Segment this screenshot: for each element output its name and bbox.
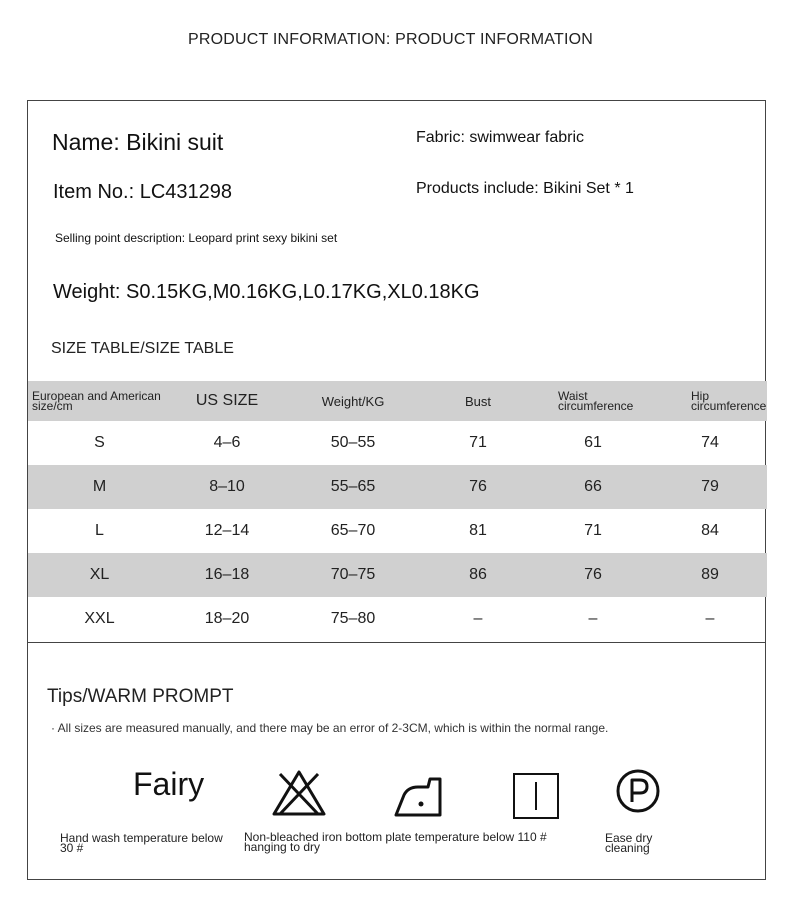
section-divider [28, 642, 765, 643]
table-cell: 81 [469, 522, 487, 539]
table-cell: – [588, 610, 598, 627]
fairy-wordmark-icon: Fairy [133, 766, 205, 802]
iron-icon [390, 773, 446, 819]
no-bleach-icon [270, 768, 328, 818]
hang-dry-icon [512, 772, 560, 820]
header-us-size: US SIZE [195, 392, 259, 409]
products-include: Products include: Bikini Set * 1 [416, 180, 634, 197]
item-number: Item No.: LC431298 [53, 181, 232, 203]
size-table [28, 381, 767, 641]
table-cell: 70–75 [330, 566, 376, 583]
table-cell: 16–18 [204, 566, 250, 583]
table-cell: 71 [469, 434, 487, 451]
dry-clean-label: Ease dry cleaning [605, 831, 653, 855]
table-cell: L [95, 522, 104, 539]
table-cell: S [94, 434, 105, 451]
table-cell: 65–70 [330, 522, 376, 539]
table-cell: 75–80 [330, 610, 376, 627]
table-row [28, 465, 767, 509]
table-cell: 76 [584, 566, 602, 583]
table-cell: M [92, 478, 107, 495]
table-cell: 79 [701, 478, 719, 495]
table-cell: 76 [469, 478, 487, 495]
dry-clean-p-icon [614, 767, 662, 815]
product-info-panel [27, 100, 766, 880]
page-title: PRODUCT INFORMATION: PRODUCT INFORMATION [187, 31, 594, 48]
table-cell: 89 [701, 566, 719, 583]
iron-hang-label: Non-bleached iron bottom plate temperature below 110 # hanging to dry [244, 830, 547, 854]
table-cell: 55–65 [330, 478, 376, 495]
header-waist: Waist circumference [558, 389, 634, 413]
hand-wash-label: Hand wash temperature below 30 # [60, 831, 223, 855]
header-bust: Bust [464, 393, 491, 409]
tips-title: Tips/WARM PROMPT [47, 686, 234, 707]
table-row [28, 509, 767, 553]
table-row [28, 597, 767, 641]
table-row [28, 553, 767, 597]
header-eu-size: European and American size/cm [32, 389, 161, 413]
fabric-info: Fabric: swimwear fabric [416, 129, 585, 146]
size-table-heading: SIZE TABLE/SIZE TABLE [51, 340, 234, 357]
table-cell: 4–6 [213, 434, 241, 451]
table-cell: 71 [584, 522, 602, 539]
size-table-header-row [28, 381, 767, 421]
table-cell: – [705, 610, 715, 627]
table-cell: 61 [584, 434, 602, 451]
table-cell: XXL [84, 610, 115, 627]
table-cell: 50–55 [330, 434, 376, 451]
header-weight: Weight/KG [321, 393, 385, 409]
table-cell: 84 [701, 522, 719, 539]
product-name: Name: Bikini suit [52, 129, 224, 155]
table-cell: 74 [701, 434, 719, 451]
tips-note: · All sizes are measured manually, and there may be an error of 2-3CM, which is within the normal range. [51, 721, 609, 735]
table-cell: 86 [469, 566, 487, 583]
weight-info: Weight: S0.15KG,M0.16KG,L0.17KG,XL0.18KG [53, 281, 480, 303]
table-cell: 18–20 [204, 610, 250, 627]
table-cell: – [473, 610, 483, 627]
table-cell: 12–14 [204, 522, 250, 539]
table-cell: 8–10 [209, 478, 245, 495]
table-row [28, 421, 767, 465]
table-cell: XL [89, 566, 110, 583]
table-cell: 66 [584, 478, 602, 495]
header-hip: Hip circumference [691, 389, 767, 413]
selling-point: Selling point description: Leopard print sexy bikini set [55, 231, 338, 245]
